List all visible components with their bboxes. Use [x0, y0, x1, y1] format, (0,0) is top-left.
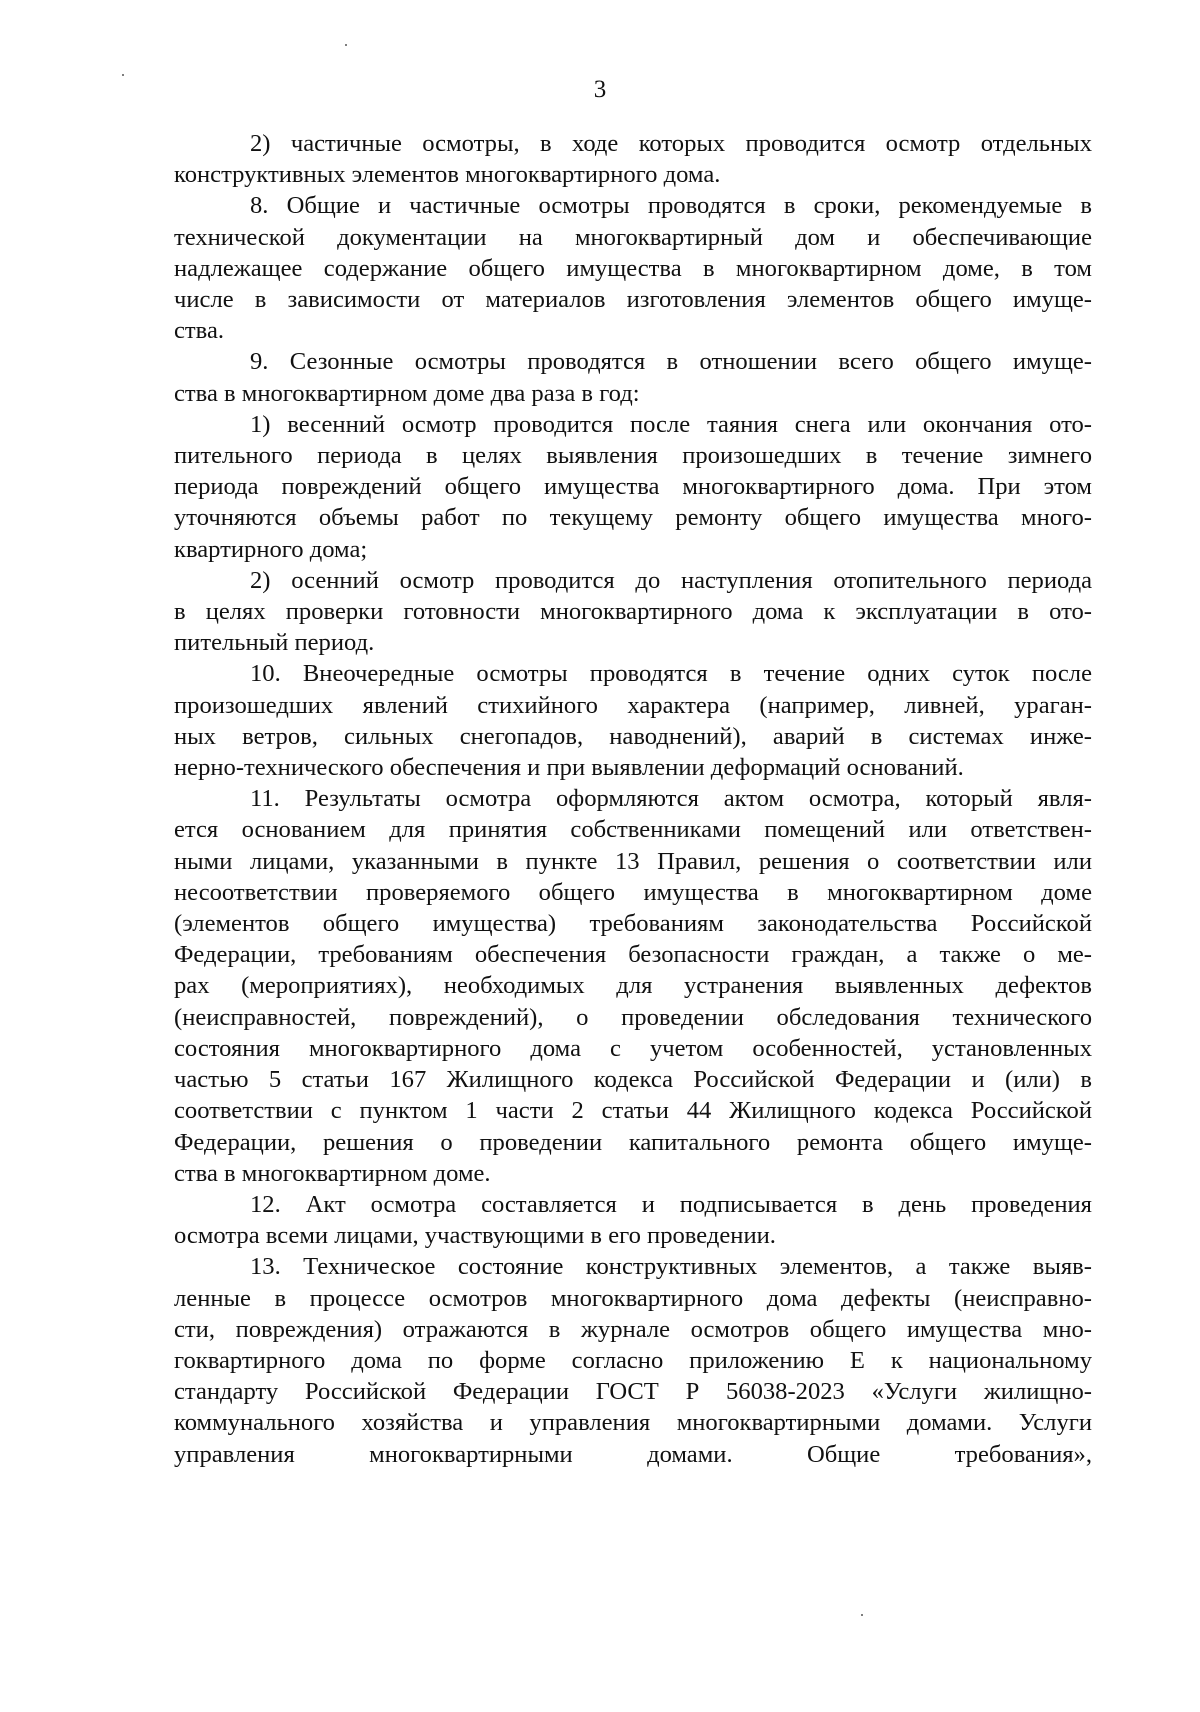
text-line: рах (мероприятиях), необходимых для устранения выявленных дефектов: [174, 972, 1092, 1000]
text-line: 12. Акт осмотра составляется и подписывается в день проведения: [250, 1190, 1092, 1218]
text-line: ства.: [174, 317, 225, 345]
text-line: нерно-технического обеспечения и при выявлении деформаций оснований.: [174, 754, 964, 782]
text-line: числе в зависимости от материалов изготовления элементов общего имуще-: [174, 286, 1092, 314]
text-line: (элементов общего имущества) требованиям законодательства Российской: [174, 910, 1092, 938]
text-line: квартирного дома;: [174, 535, 368, 563]
text-line: гоквартирного дома по форме согласно приложению Е к национальному: [174, 1346, 1092, 1374]
text-line: 10. Внеочередные осмотры проводятся в течение одних суток после: [250, 660, 1092, 688]
text-line: пительного периода в целях выявления произошедших в течение зимнего: [174, 442, 1092, 470]
text-line: 8. Общие и частичные осмотры проводятся в сроки, рекомендуемые в: [250, 192, 1092, 220]
scan-speck: [345, 44, 347, 46]
text-line: состояния многоквартирного дома с учетом особенностей, установленных: [174, 1034, 1092, 1062]
text-line: 11. Результаты осмотра оформляются актом осмотра, который явля-: [250, 785, 1092, 813]
text-line: частью 5 статьи 167 Жилищного кодекса Российской Федерации и (или) в: [174, 1066, 1092, 1094]
text-line: ленные в процессе осмотров многоквартирного дома дефекты (неисправно-: [174, 1284, 1092, 1312]
scan-speck: [861, 1614, 863, 1616]
text-line: периода повреждений общего имущества многоквартирного дома. При этом: [174, 473, 1092, 501]
text-line: Федерации, требованиям обеспечения безопасности граждан, а также о ме-: [174, 941, 1092, 969]
text-line: ства в многоквартирном доме.: [174, 1159, 491, 1187]
text-line: 9. Сезонные осмотры проводятся в отношении всего общего имуще-: [250, 348, 1092, 376]
scan-speck: [122, 74, 124, 76]
text-line: 2) осенний осмотр проводится до наступления отопительного периода: [250, 566, 1092, 594]
text-line: технической документации на многоквартирный дом и обеспечивающие: [174, 223, 1092, 251]
body-text: [174, 128, 1092, 1470]
text-line: ется основанием для принятия собственниками помещений или ответствен-: [174, 816, 1092, 844]
text-line: соответствии с пунктом 1 части 2 статьи 44 Жилищного кодекса Российской: [174, 1097, 1092, 1125]
text-line: (неисправностей, повреждений), о проведении обследования технического: [174, 1003, 1092, 1031]
text-line: 1) весенний осмотр проводится после таяния снега или окончания ото-: [250, 410, 1092, 438]
text-line: надлежащее содержание общего имущества в многоквартирном доме, в том: [174, 254, 1092, 282]
text-line: Федерации, решения о проведении капитального ремонта общего имуще-: [174, 1128, 1092, 1156]
text-line: осмотра всеми лицами, участвующими в его проведении.: [174, 1222, 776, 1250]
text-line: управления многоквартирными домами. Общие требования»,: [174, 1440, 1092, 1468]
text-line: ства в многоквартирном доме два раза в год:: [174, 379, 640, 407]
text-line: стандарту Российской Федерации ГОСТ Р 56038-2023 «Услуги жилищно-: [174, 1378, 1092, 1406]
text-line: сти, повреждения) отражаются в журнале осмотров общего имущества мно-: [174, 1315, 1092, 1343]
text-line: 2) частичные осмотры, в ходе которых проводится осмотр отдельных: [250, 130, 1092, 157]
text-line: коммунального хозяйства и управления многоквартирными домами. Услуги: [174, 1409, 1092, 1437]
text-line: конструктивных элементов многоквартирного дома.: [174, 161, 721, 189]
text-line: ных ветров, сильных снегопадов, наводнений), аварий в системах инже-: [174, 722, 1092, 750]
text-line: произошедших явлений стихийного характера (например, ливней, ураган-: [174, 691, 1092, 719]
text-line: пительный период.: [174, 629, 375, 657]
page-number: 3: [593, 76, 607, 103]
text-line: 13. Техническое состояние конструктивных элементов, а также выяв-: [250, 1253, 1092, 1281]
text-line: ными лицами, указанными в пункте 13 Правил, решения о соответствии или: [174, 847, 1092, 875]
text-line: в целях проверки готовности многоквартирного дома к эксплуатации в ото-: [174, 598, 1092, 626]
text-line: уточняются объемы работ по текущему ремонту общего имущества много-: [174, 504, 1092, 532]
text-line: несоответствии проверяемого общего имущества в многоквартирном доме: [174, 878, 1092, 906]
